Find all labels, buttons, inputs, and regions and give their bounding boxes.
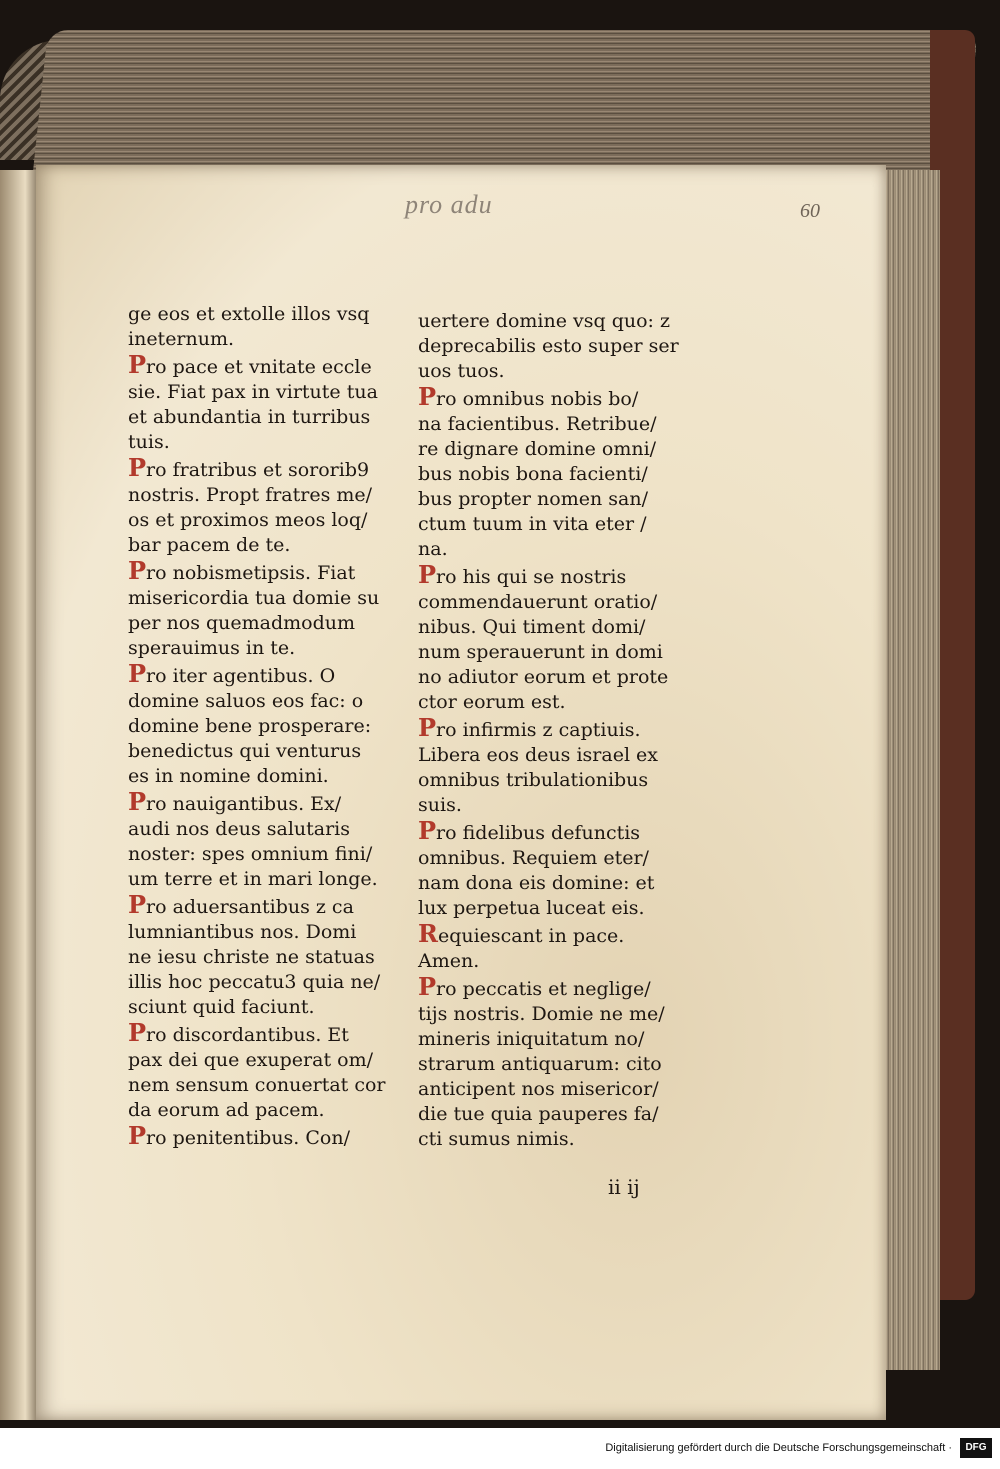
line-text: cti sumus nimis. [418,1128,575,1150]
text-line [418,537,708,562]
rubricated-initial: P [128,787,147,816]
rubricated-initial: P [128,350,147,379]
line-text: mineris iniquitatum no/ [418,1028,645,1050]
line-text: na. [418,538,448,560]
line-text: sperauimus in te. [128,637,296,659]
text-line [128,892,418,920]
line-text: nam dona eis domine: et [418,872,655,894]
text-line [418,562,708,590]
text-line [418,1027,708,1052]
line-text: noster: spes omnium fini/ [128,843,373,865]
text-line [128,764,418,789]
text-line [418,590,708,615]
line-text: nibus. Qui timent domi/ [418,616,646,638]
line-text: ne iesu christe ne statuas [128,946,375,968]
text-line [418,793,708,818]
line-text: benedictus qui venturus [128,740,362,762]
text-line [418,949,708,974]
line-text: bus nobis bona facienti/ [418,463,648,485]
book-top-edge [32,30,978,180]
line-text: omnibus tribulationibus [418,769,649,791]
text-line [128,455,418,483]
text-line [128,739,418,764]
marginal-note: pro adu [405,190,493,219]
text-line [128,1098,418,1123]
footer-credit: Digitalisierung gefördert durch die Deutsche Forschungsgemeinschaft · [605,1442,952,1454]
text-column-left [128,302,418,1151]
text-column-right [418,309,708,1152]
line-text: uertere domine vsq quo: z [418,310,671,332]
text-line [418,309,708,334]
line-text: ro his qui se nostris [436,566,627,588]
text-line [128,380,418,405]
line-text: es in nomine domini. [128,765,329,787]
line-text: per nos quemadmodum [128,612,356,634]
text-line [128,1048,418,1073]
rubricated-initial: R [418,919,438,948]
line-text: misericordia tua domie su [128,587,380,609]
text-line [418,715,708,743]
text-line [418,1127,708,1152]
line-text: da eorum ad pacem. [128,1099,325,1121]
line-text: os et proximos meos loq/ [128,509,368,531]
text-line [418,818,708,846]
text-line [128,611,418,636]
text-line [418,1052,708,1077]
text-line [418,462,708,487]
line-text: ro pace et vnitate eccle [146,356,372,378]
line-text: num sperauerunt in domi [418,641,663,663]
text-line [418,743,708,768]
text-line [418,896,708,921]
text-line [128,970,418,995]
line-text: Libera eos deus israel ex [418,744,659,766]
line-text: strarum antiquarum: cito [418,1053,662,1075]
line-text: ro fratribus et sororib9 [146,459,370,481]
text-line [418,974,708,1002]
text-line [128,920,418,945]
text-line [128,867,418,892]
line-text: bar pacem de te. [128,534,291,556]
text-line [128,430,418,455]
line-text: ro nauigantibus. Ex/ [146,793,342,815]
text-line [128,302,418,327]
line-text: lumniantibus nos. Domi [128,921,357,943]
line-text: anticipent nos misericor/ [418,1078,659,1100]
line-text: domine bene prosperare: [128,715,372,737]
text-line [128,636,418,661]
text-line [128,789,418,817]
text-line [128,1073,418,1098]
text-line [418,615,708,640]
line-text: tuis. [128,431,170,453]
dfg-logo: DFG [960,1438,992,1458]
line-text: um terre et in mari longe. [128,868,378,890]
text-line [128,842,418,867]
rubricated-initial: P [418,816,437,845]
text-line [418,512,708,537]
text-line [418,690,708,715]
line-text: ro iter agentibus. O [146,665,336,687]
text-line [128,714,418,739]
text-line [418,1077,708,1102]
rubricated-initial: P [418,382,437,411]
text-line [418,640,708,665]
line-text: audi nos deus salutaris [128,818,351,840]
line-text: ge eos et extolle illos vsq [128,303,370,325]
text-line [128,586,418,611]
line-text: ro infirmis z captiuis. [436,719,641,741]
signature-mark: ii ij [608,1175,640,1199]
text-line [128,508,418,533]
rubricated-initial: P [128,1121,147,1150]
text-line [128,689,418,714]
line-text: sie. Fiat pax in virtute tua [128,381,378,403]
text-line [128,661,418,689]
text-line [418,1102,708,1127]
line-text: sciunt quid faciunt. [128,996,315,1018]
line-text: lux perpetua luceat eis. [418,897,645,919]
line-text: ro aduersantibus z ca [146,896,354,918]
text-line [128,352,418,380]
line-text: uos tuos. [418,360,505,382]
text-line [418,1002,708,1027]
text-line [128,817,418,842]
rubricated-initial: P [128,453,147,482]
line-text: die tue quia pauperes fa/ [418,1103,659,1125]
rubricated-initial: P [418,713,437,742]
line-text: ro fidelibus defunctis [436,822,641,844]
text-line [418,334,708,359]
line-text: domine saluos eos fac: o [128,690,364,712]
line-text: ctum tuum in vita eter / [418,513,647,535]
text-line [418,846,708,871]
line-text: bus propter nomen san/ [418,488,648,510]
text-line [128,483,418,508]
text-line [128,1123,418,1151]
text-line [418,359,708,384]
line-text: nem sensum conuertat cor [128,1074,386,1096]
line-text: et abundantia in turribus [128,406,371,428]
rubricated-initial: P [418,972,437,1001]
text-line [418,487,708,512]
line-text: na facientibus. Retribue/ [418,413,657,435]
text-line [128,533,418,558]
line-text: suis. [418,794,462,816]
line-text: ro omnibus nobis bo/ [436,388,639,410]
line-text: Amen. [418,950,480,972]
line-text: ctor eorum est. [418,691,566,713]
text-line [128,995,418,1020]
line-text: ro nobismetipsis. Fiat [146,562,356,584]
text-line [128,945,418,970]
line-text: deprecabilis esto super ser [418,335,679,357]
text-line [128,405,418,430]
text-line [418,665,708,690]
line-text: tijs nostris. Domie ne me/ [418,1003,665,1025]
line-text: ro penitentibus. Con/ [146,1127,350,1149]
line-text: ro peccatis et neglige/ [436,978,651,1000]
line-text: commendauerunt oratio/ [418,591,658,613]
text-line [128,1020,418,1048]
line-text: no adiutor eorum et prote [418,666,669,688]
footer-bar [0,1428,1000,1469]
line-text: re dignare domine omni/ [418,438,657,460]
line-text: ineternum. [128,328,235,350]
text-line [418,768,708,793]
text-line [418,384,708,412]
text-line [128,327,418,352]
line-text: ro discordantibus. Et [146,1024,349,1046]
rubricated-initial: P [128,890,147,919]
text-line [128,558,418,586]
rubricated-initial: P [128,1018,147,1047]
line-text: illis hoc peccatu3 quia ne/ [128,971,381,993]
text-line [418,921,708,949]
rubricated-initial: P [128,659,147,688]
text-line [418,437,708,462]
rubricated-initial: P [418,560,437,589]
text-line [418,412,708,437]
line-text: equiescant in pace. [437,925,625,947]
text-line [418,871,708,896]
line-text: omnibus. Requiem eter/ [418,847,649,869]
line-text: pax dei que exuperat om/ [128,1049,373,1071]
rubricated-initial: P [128,556,147,585]
folio-number: 60 [800,200,820,222]
line-text: nostris. Propt fratres me/ [128,484,373,506]
